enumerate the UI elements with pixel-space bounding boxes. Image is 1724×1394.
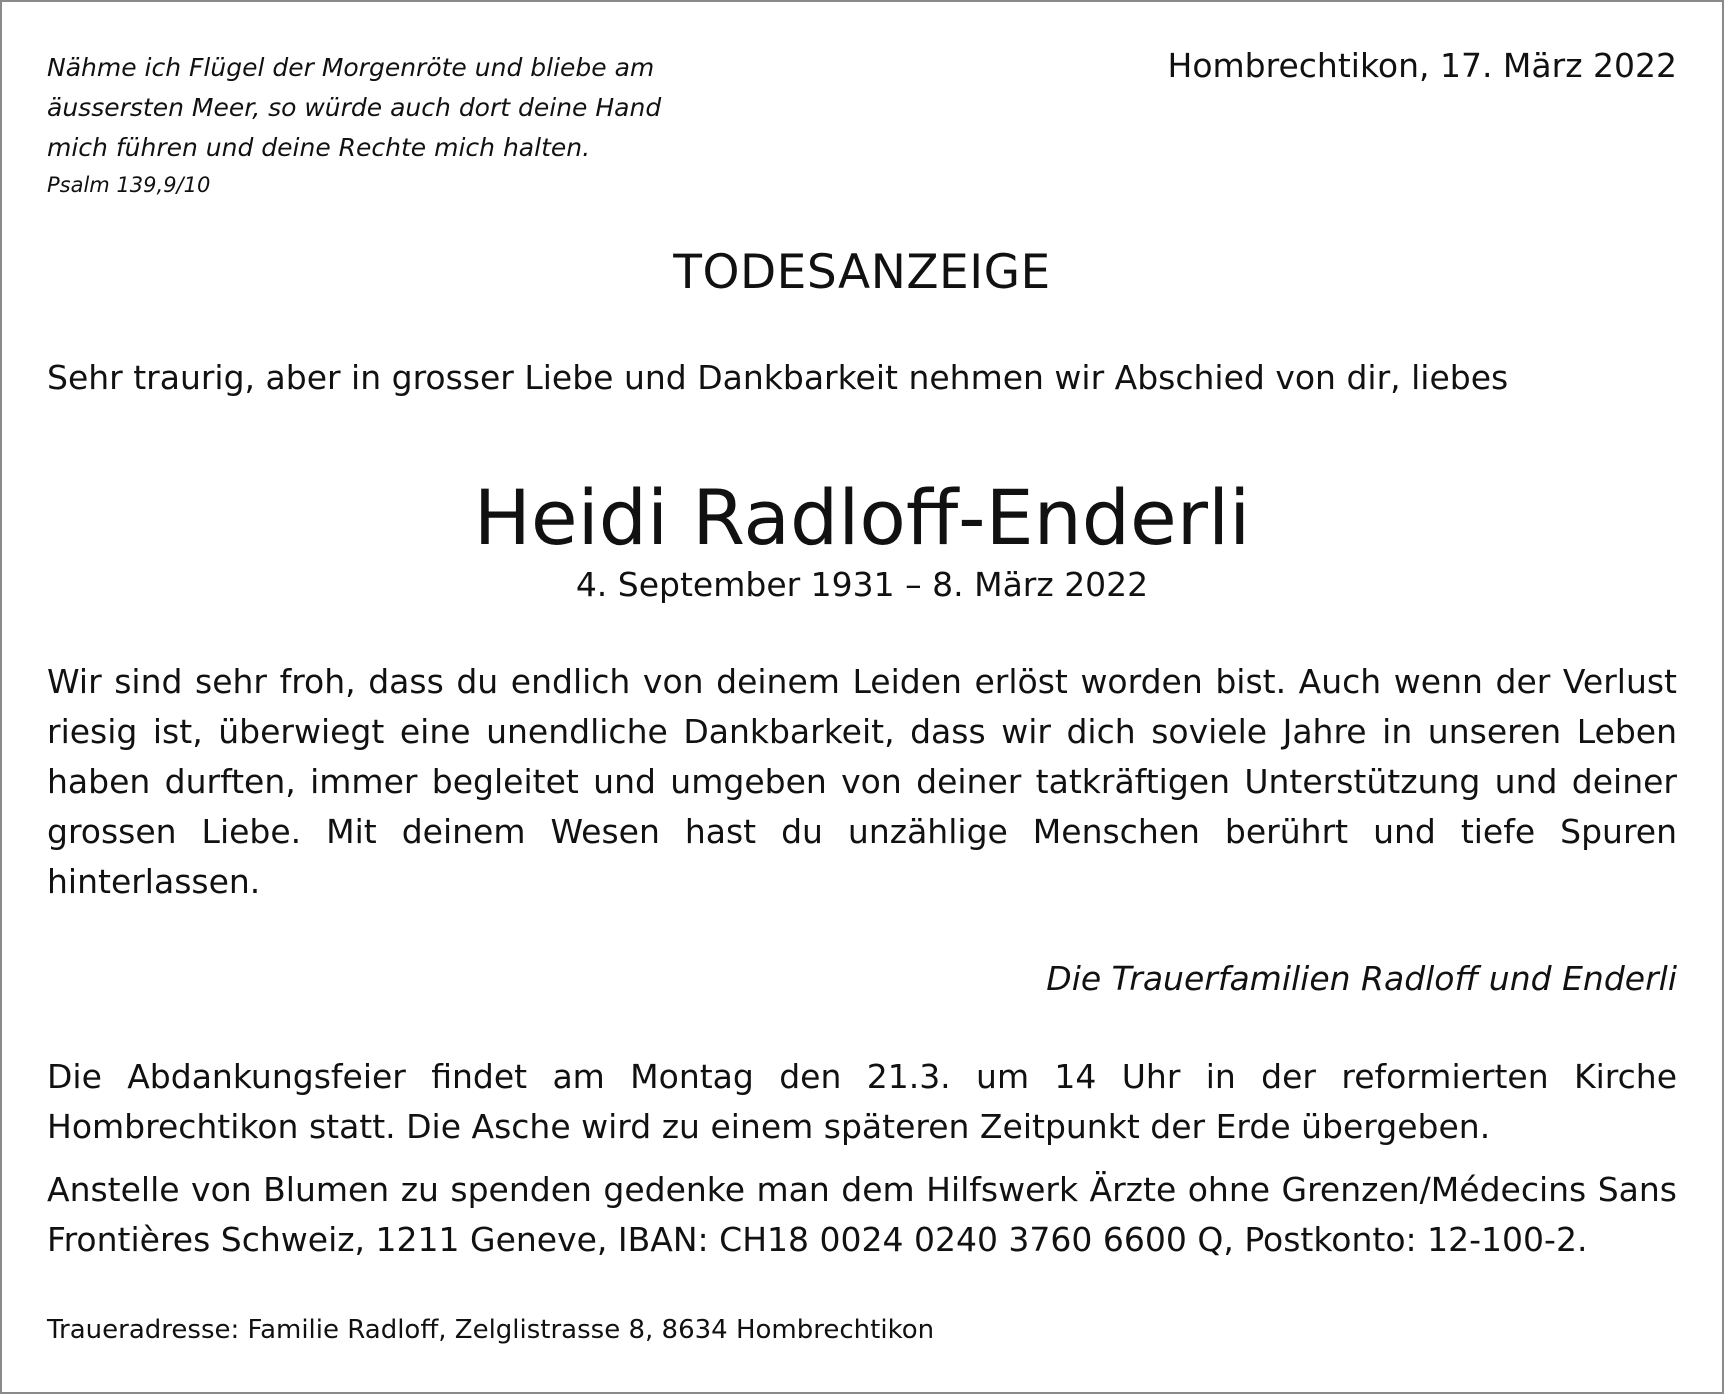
- mourning-address: Traueradresse: Familie Radloff, Zelglistrasse 8, 8634 Hombrechtikon: [47, 1315, 935, 1345]
- donation-paragraph: Anstelle von Blumen zu spenden gedenke man dem Hilfswerk Ärzte ohne Grenzen/Médecins Sans Frontières Schweiz, 1211 Geneve, IBAN: CH18 0024 0240 3760 6600 Q, Postkonto: 12-100-2.: [47, 1170, 1677, 1259]
- intro-sentence: Sehr traurig, aber in grosser Liebe und Dankbarkeit nehmen wir Abschied von dir, liebes: [47, 358, 1509, 397]
- psalm-line-3: mich führen und deine Rechte mich halten.: [47, 133, 591, 162]
- psalm-reference: Psalm 139,9/10: [47, 173, 211, 197]
- notice-heading: TODESANZEIGE: [673, 245, 1051, 300]
- ceremony-paragraph: Die Abdankungsfeier findet am Montag den 21.3. um 14 Uhr in der reformierten Kirche Hombrechtikon statt. Die Asche wird zu einem späteren Zeitpunkt der Erde übergeben.: [47, 1057, 1677, 1146]
- tribute-paragraph: Wir sind sehr froh, dass du endlich von deinem Leiden erlöst worden bist. Auch wenn der Verlust riesig ist, überwiegt eine unendliche Dankbarkeit, dass wir dich soviele Jahre in unseren Leben haben durften, immer begleitet und umgeben von deiner tatkräftigen Unterstützung und deiner grossen Liebe. Mit deinem Wesen hast du unzählige Menschen berührt und tiefe Spuren hinterlassen.: [47, 662, 1677, 901]
- life-dates: 4. September 1931 – 8. März 2022: [575, 565, 1149, 604]
- psalm-line-1: Nähme ich Flügel der Morgenröte und bliebe am: [47, 53, 655, 82]
- psalm-line-2: äussersten Meer, so würde auch dort deine Hand: [47, 93, 662, 122]
- psalm-quote: [47, 48, 747, 200]
- place-and-date: Hombrechtikon, 17. März 2022: [1167, 46, 1677, 85]
- family-signature: Die Trauerfamilien Radloff und Enderli: [1046, 959, 1677, 998]
- deceased-name: Heidi Radloff-Enderli: [473, 473, 1251, 562]
